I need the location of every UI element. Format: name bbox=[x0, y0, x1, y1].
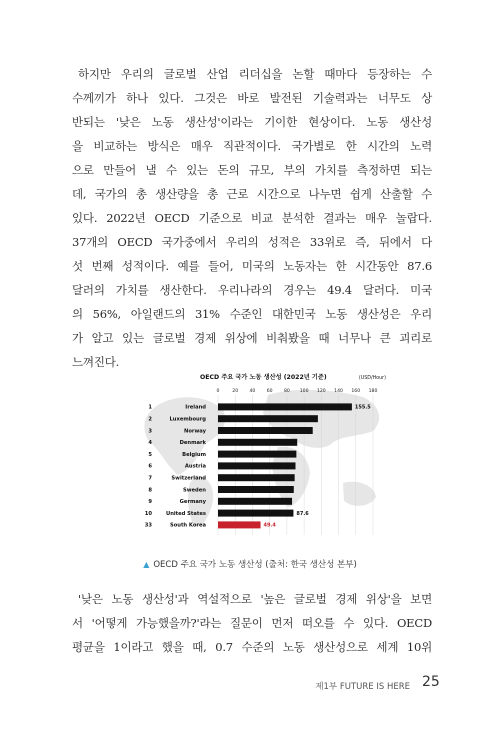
bar bbox=[218, 427, 313, 434]
chart-unit-label: (USD/Hour) bbox=[358, 376, 386, 381]
country-label: Sweden bbox=[183, 487, 206, 494]
text-line: '낮은 노동 생산성'과 역설적으로 '높은 글로벌 경제 위상'을 보면 bbox=[78, 592, 432, 606]
value-label: 87.6 bbox=[296, 510, 309, 517]
productivity-bar-chart bbox=[118, 365, 388, 535]
text-line: 의 56%, 아일랜드의 31% 수준인 대한민국 노동 생산성은 우리 bbox=[72, 307, 432, 321]
running-footer: 제1부 FUTURE IS HERE bbox=[315, 682, 410, 692]
bar bbox=[218, 403, 352, 410]
text-line: 반되는 '낮은 노동 생산성'이라는 기이한 현상이다. 노동 생산성 bbox=[72, 115, 432, 129]
body-paragraph-1 bbox=[72, 62, 432, 374]
rank-label: 5 bbox=[148, 451, 152, 458]
rank-label: 1 bbox=[148, 404, 152, 411]
text-line: 달러의 가치를 생산한다. 우리나라의 경우는 49.4 달러다. 미국 bbox=[72, 283, 432, 297]
figure-caption bbox=[0, 558, 500, 570]
page-number: 25 bbox=[422, 674, 440, 690]
bar bbox=[218, 462, 296, 469]
rank-label: 10 bbox=[144, 510, 152, 517]
rank-label: 8 bbox=[148, 487, 152, 494]
text-line: 으로 만들어 낼 수 있는 돈의 규모, 부의 가치를 측정하면 되는 bbox=[72, 163, 432, 177]
country-label: Germany bbox=[179, 499, 206, 506]
caption-text: OECD 주요 국가 노동 생산성 (출처: 한국 생산성 본부) bbox=[153, 560, 357, 570]
country-label: Luxembourg bbox=[169, 416, 206, 423]
bar bbox=[218, 415, 318, 422]
text-line: 37개의 OECD 국가중에서 우리의 성적은 33위로 즉, 뒤에서 다 bbox=[72, 235, 432, 249]
text-line: 섯 번째 성적이다. 예를 들어, 미국의 노동자는 한 시간동안 87.6 bbox=[72, 259, 432, 273]
bar bbox=[218, 521, 261, 528]
country-label: Austria bbox=[184, 463, 206, 470]
text-line: 하지만 우리의 글로벌 산업 리더십을 논할 때마다 등장하는 수 bbox=[78, 67, 432, 81]
rank-label: 2 bbox=[148, 416, 152, 423]
country-label: Norway bbox=[184, 428, 206, 435]
rank-label: 4 bbox=[148, 440, 152, 447]
x-tick-label: 160 bbox=[351, 389, 361, 394]
map-landmass bbox=[343, 482, 376, 506]
bar bbox=[218, 451, 296, 458]
x-tick-label: 120 bbox=[316, 389, 326, 394]
country-label: United States bbox=[165, 510, 206, 517]
x-tick-label: 40 bbox=[249, 389, 256, 394]
text-line: 서 '어떻게 가능했을까?'라는 질문이 먼저 떠오를 수 있다. OECD bbox=[72, 616, 432, 630]
chart-title: OECD 주요 국가 노동 생산성 (2022년 기준) bbox=[200, 374, 327, 381]
text-line: 수께끼가 하나 있다. 그것은 바로 발전된 기술력과는 너무도 상 bbox=[72, 91, 432, 105]
x-tick-label: 80 bbox=[283, 389, 290, 394]
country-label: Switzerland bbox=[171, 475, 206, 482]
text-line: 가 알고 있는 글로벌 경제 위상에 비춰봤을 때 너무나 큰 괴리로 bbox=[72, 331, 432, 345]
bar bbox=[218, 510, 293, 517]
rank-label: 6 bbox=[148, 463, 152, 470]
bar bbox=[218, 474, 295, 481]
country-label: Belgium bbox=[182, 451, 206, 458]
x-tick-label: 0 bbox=[216, 389, 220, 394]
x-tick-label: 140 bbox=[334, 389, 343, 394]
text-line: 평균을 1이라고 했을 때, 0.7 수준의 노동 생산성으로 세계 10위 bbox=[72, 640, 432, 654]
value-label: 49.4 bbox=[263, 522, 276, 529]
country-label: South Korea bbox=[169, 522, 206, 529]
bar bbox=[218, 486, 294, 493]
text-line: 있다. 2022년 OECD 기준으로 비교 분석한 결과는 매우 놀랍다. bbox=[72, 211, 432, 225]
rank-label: 9 bbox=[148, 499, 152, 506]
body-paragraph-2 bbox=[72, 587, 432, 659]
text-line: 느껴진다. bbox=[72, 355, 120, 369]
country-label: Ireland bbox=[185, 404, 206, 411]
country-label: Denmark bbox=[179, 440, 206, 447]
triangle-icon: ▲ bbox=[143, 560, 150, 569]
value-label: 155.5 bbox=[354, 404, 371, 411]
text-line: 을 비교하는 방식은 매우 직관적이다. 국가별로 한 시간의 노력 bbox=[72, 139, 432, 153]
x-tick-label: 180 bbox=[368, 389, 378, 394]
rank-label: 33 bbox=[144, 522, 152, 529]
x-tick-label: 20 bbox=[232, 389, 239, 394]
rank-label: 7 bbox=[148, 475, 152, 482]
rank-label: 3 bbox=[148, 428, 152, 435]
productivity-chart-figure bbox=[118, 365, 388, 535]
text-line: 데, 국가의 총 생산량을 총 근로 시간으로 나누면 쉽게 산출할 수 bbox=[72, 187, 432, 201]
bar bbox=[218, 498, 292, 505]
x-tick-label: 100 bbox=[299, 389, 309, 394]
bar bbox=[218, 439, 297, 446]
x-tick-label: 60 bbox=[266, 389, 273, 394]
